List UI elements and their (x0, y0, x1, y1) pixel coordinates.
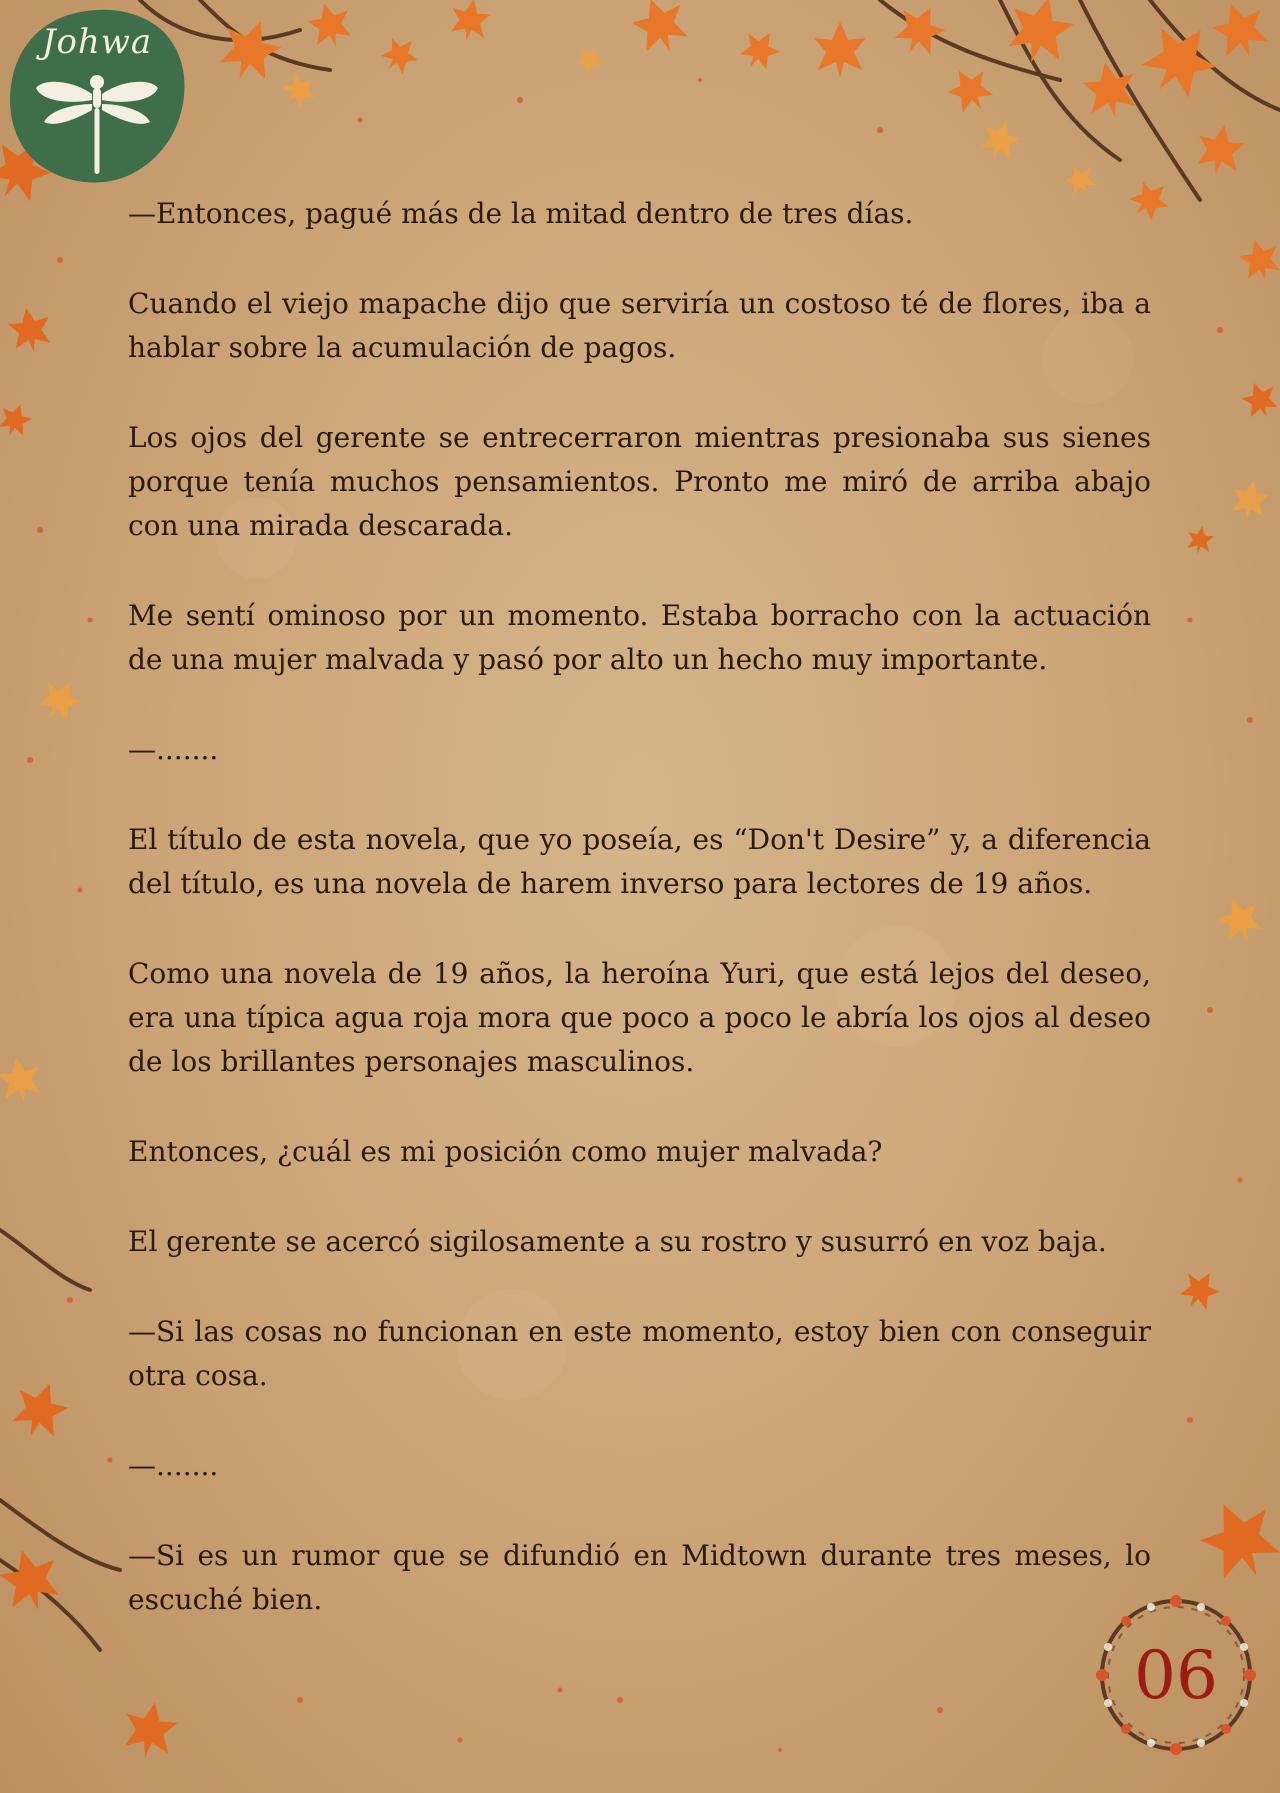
logo-text: Johwa (41, 22, 153, 62)
paragraph: —Si las cosas no funcionan en este momento, estoy bien con conseguir otra cosa. (128, 1315, 1151, 1392)
page-number-badge (1086, 1585, 1266, 1765)
paragraph: —....... (128, 1449, 219, 1482)
paragraph: Los ojos del gerente se entrecerraron mientras presionaba sus sienes porque tenía muchos pensamientos. Pronto me miró de arriba abajo con una mirada descarada. (128, 421, 1151, 542)
paragraph: Como una novela de 19 años, la heroína Yuri, que está lejos del deseo, era una típica agua roja mora que poco a poco le abría los ojos al deseo de los brillantes personajes masculinos. (128, 957, 1151, 1078)
johwa-logo (4, 4, 190, 190)
paragraph: —....... (128, 733, 219, 766)
story-text (128, 192, 1151, 1668)
paragraph: El título de esta novela, que yo poseía, es “Don't Desire” y, a diferencia del título, es una novela de harem inverso para lectores de 19 años. (128, 823, 1151, 900)
paragraph: Me sentí ominoso por un momento. Estaba borracho con la actuación de una mujer malvada y pasó por alto un hecho muy importante. (128, 599, 1151, 676)
paragraph: El gerente se acercó sigilosamente a su rostro y susurró en voz baja. (128, 1225, 1107, 1258)
paragraph: —Entonces, pagué más de la mitad dentro de tres días. (128, 197, 914, 230)
paragraph: Cuando el viejo mapache dijo que serviría un costoso té de flores, iba a hablar sobre la acumulación de pagos. (128, 287, 1151, 364)
dragonfly-icon (32, 70, 162, 180)
page-number: 06 (1134, 1637, 1218, 1714)
paragraph: —Si es un rumor que se difundió en Midtown durante tres meses, lo escuché bien. (128, 1539, 1151, 1616)
paragraph: Entonces, ¿cuál es mi posición como mujer malvada? (128, 1135, 883, 1168)
